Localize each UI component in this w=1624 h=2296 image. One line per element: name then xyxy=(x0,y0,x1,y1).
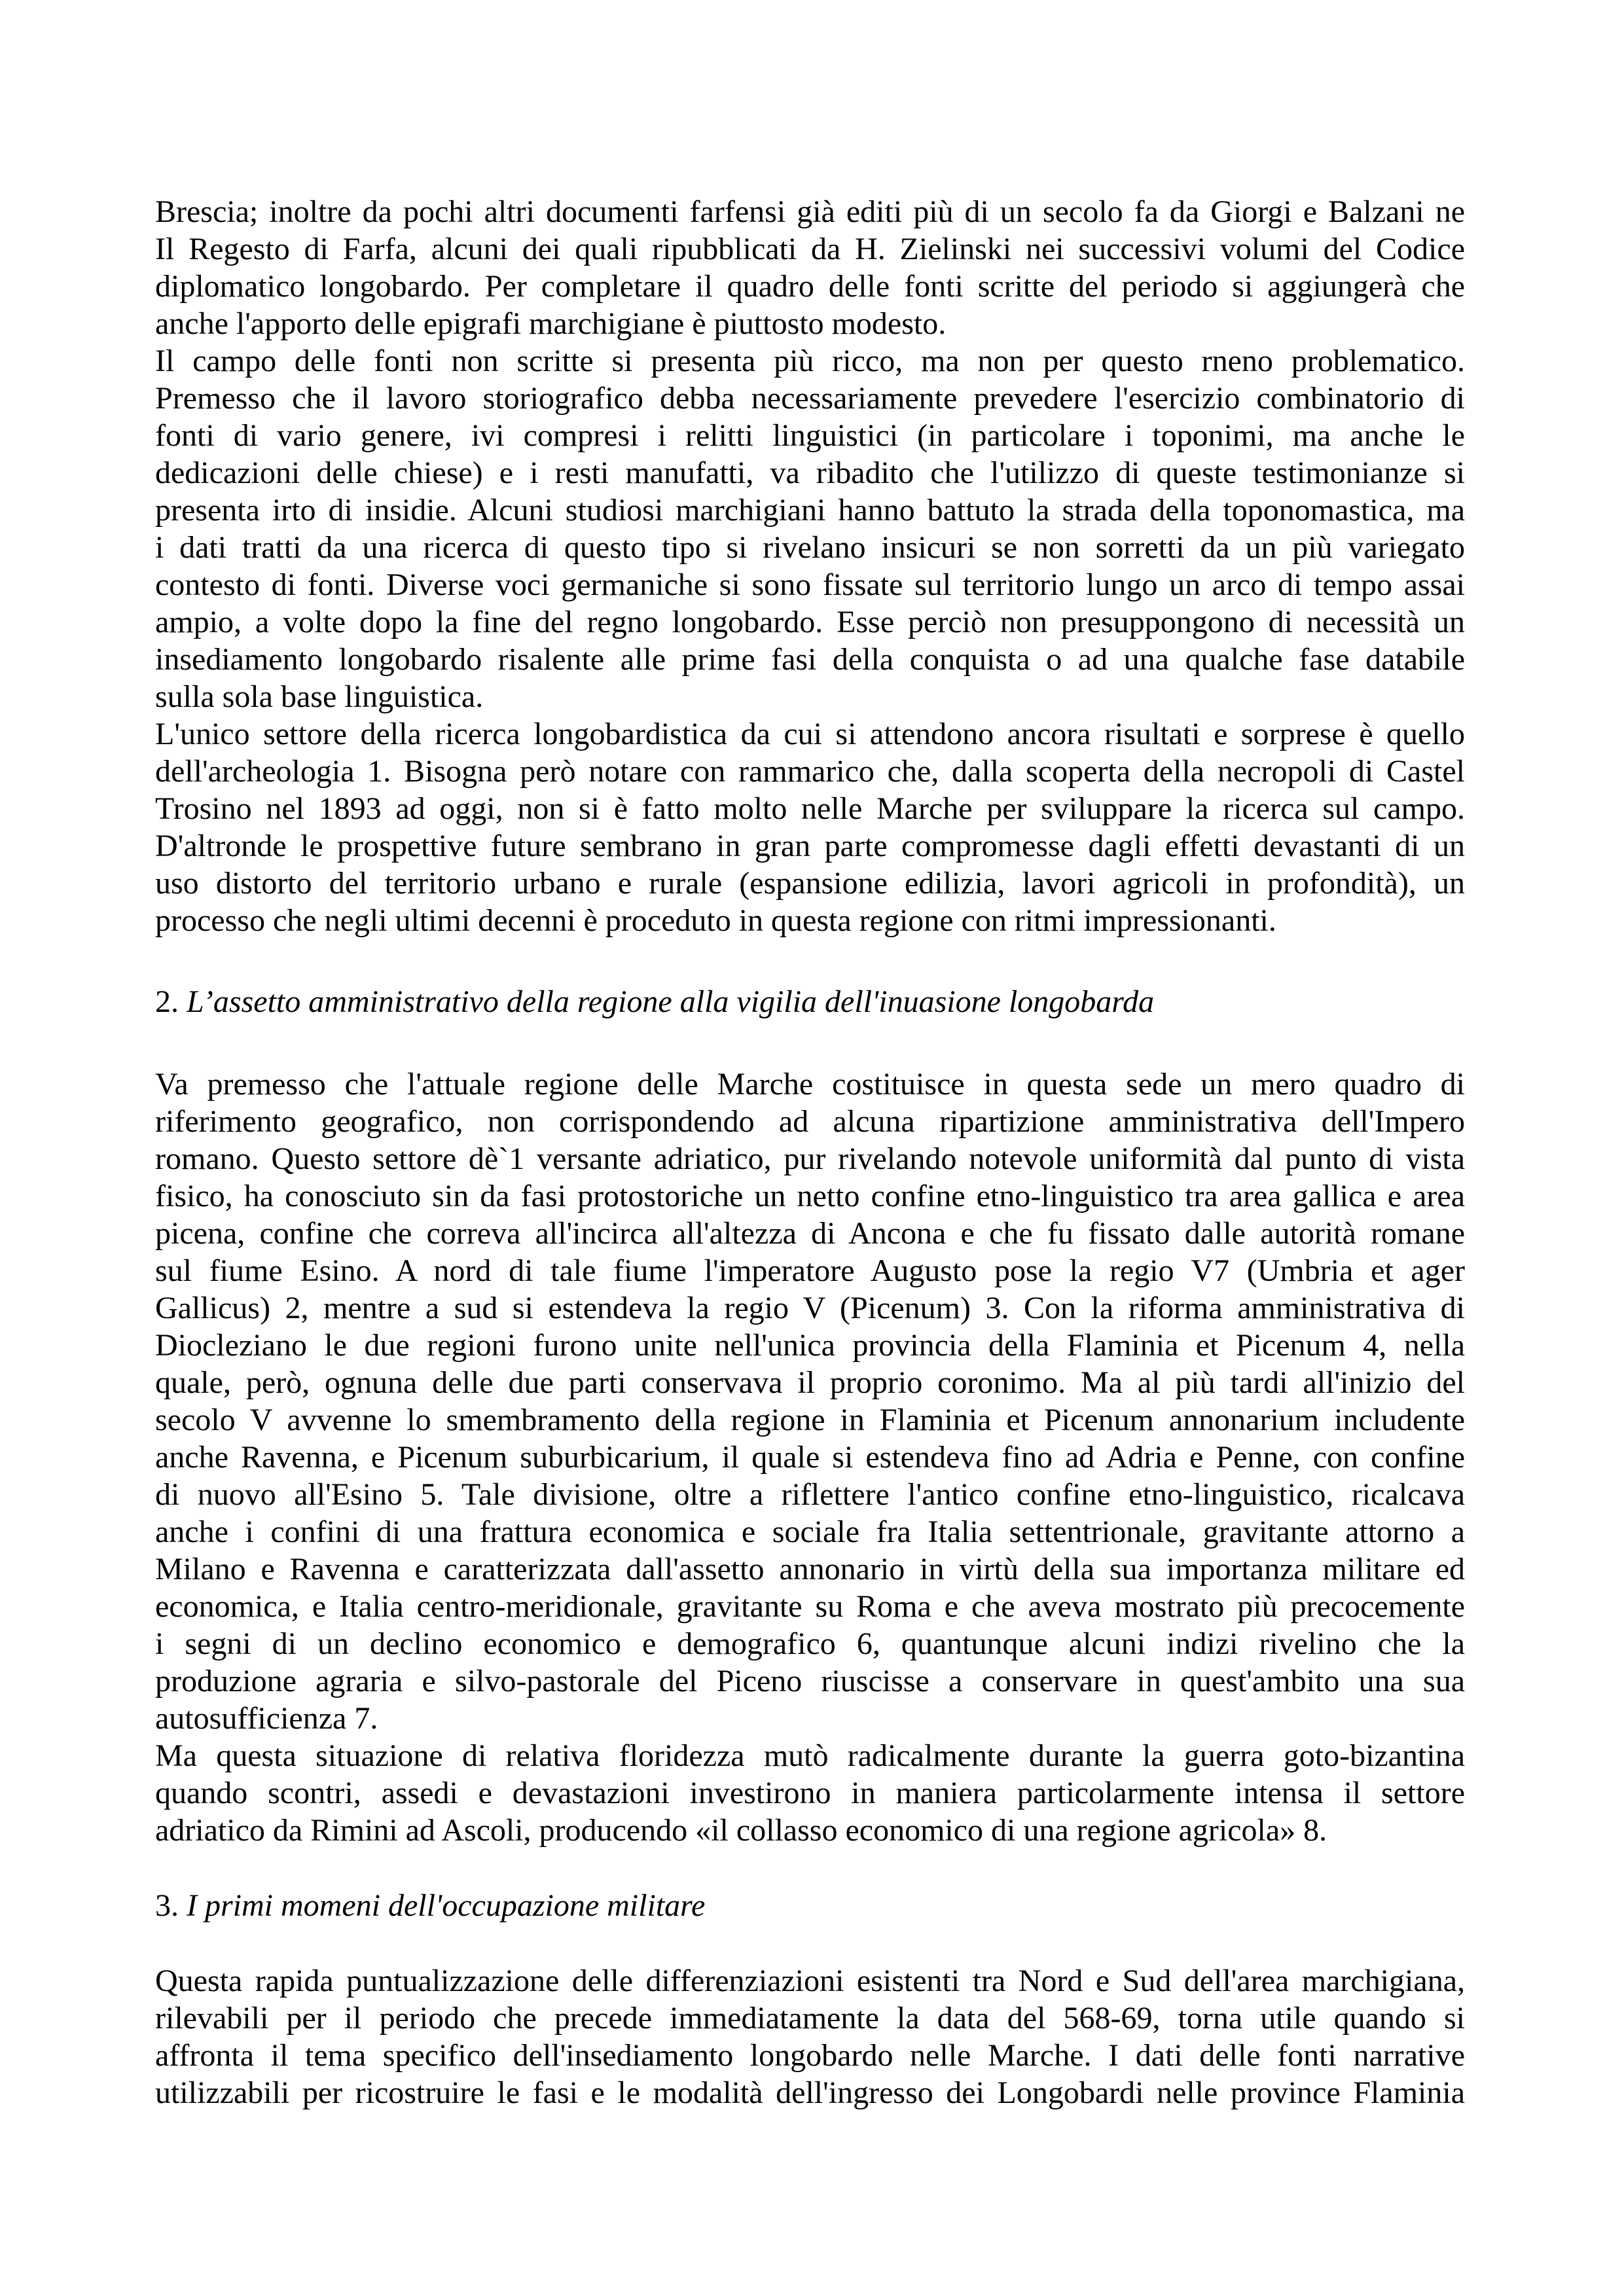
paragraph xyxy=(155,1962,1465,2111)
text-line: picena, confine che correva all'incirca all'altezza di Ancona e che fu fissato dalle autorità romane xyxy=(155,1216,1465,1251)
text-line: processo che negli ultimi decenni è proceduto in questa regione con ritmi impressionanti. xyxy=(155,903,1276,938)
text-line: presenta irto di insidie. Alcuni studiosi marchigiani hanno battuto la strada della toponomastica, ma xyxy=(155,493,1465,528)
text-line: dell'archeologia 1. Bisogna però notare con rammarico che, dalla scoperta della necropoli di Castel xyxy=(155,754,1465,789)
text-line: autosufficienza 7. xyxy=(155,1701,378,1736)
text-line: Premesso che il lavoro storiografico debba necessariamente prevedere l'esercizio combinatorio di xyxy=(155,381,1465,416)
text-line: riferimento geografico, non corrispondendo ad alcuna ripartizione amministrativa dell'Impero xyxy=(155,1104,1465,1139)
text-line: Gallicus) 2, mentre a sud si estendeva la regio V (Picenum) 3. Con la riforma amministrativa di xyxy=(155,1291,1465,1325)
text-line: secolo V avvenne lo smembramento della regione in Flaminia et Picenum annonarium includente xyxy=(155,1403,1465,1437)
text-line: Il campo delle fonti non scritte si presenta più ricco, ma non per questo rneno problematico. xyxy=(155,344,1465,378)
text-line: contesto di fonti. Diverse voci germaniche si sono fissate sul territorio lungo un arco di tempo assai xyxy=(155,567,1465,602)
text-line: Ma questa situazione di relativa floridezza mutò radicalmente durante la guerra goto-bizantina xyxy=(155,1738,1465,1773)
text-line: Brescia; inoltre da pochi altri documenti farfensi già editi più di un secolo fa da Giorgi e Balzani ne xyxy=(155,194,1465,229)
paragraph xyxy=(155,1737,1465,1849)
section-3-body xyxy=(155,1962,1465,2111)
text-line: adriatico da Rimini ad Ascoli, producendo «il collasso economico di una regione agricola» 8. xyxy=(155,1813,1327,1848)
text-line: Va premesso che l'attuale regione delle Marche costituisce in questa sede un mero quadro di xyxy=(155,1067,1465,1102)
text-line: rilevabili per il periodo che precede immediatamente la data del 568-69, torna utile quando si xyxy=(155,2001,1465,2036)
section-number: 3. xyxy=(155,1888,179,1923)
text-line: insediamento longobardo risalente alle prime fasi della conquista o ad una qualche fase databile xyxy=(155,642,1465,677)
section-title: L’assetto amministrativo della regione alla vigilia dell'inuasione longobarda xyxy=(187,984,1155,1019)
paragraph xyxy=(155,342,1465,715)
text-line: i dati tratti da una ricerca di questo tipo si rivelano insicuri se non sorretti da un più variegato xyxy=(155,530,1465,565)
section-2-heading xyxy=(155,983,1154,1020)
text-line: L'unico settore della ricerca longobardistica da cui si attendono ancora risultati e sorprese è quello xyxy=(155,717,1465,751)
text-line: i segni di un declino economico e demografico 6, quantunque alcuni indizi rivelino che la xyxy=(155,1626,1465,1661)
paragraph xyxy=(155,715,1465,939)
text-line: diplomatico longobardo. Per completare il quadro delle fonti scritte del periodo si aggiungerà che xyxy=(155,269,1465,304)
text-line: sulla sola base linguistica. xyxy=(155,679,484,714)
text-line: romano. Questo settore dè`1 versante adriatico, pur rivelando notevole uniformità dal punto di vista xyxy=(155,1141,1465,1176)
section-1-body xyxy=(155,193,1465,939)
text-line: anche l'apporto delle epigrafi marchigiane è piuttosto modesto. xyxy=(155,306,947,341)
text-line: quale, però, ognuna delle due parti conservava il proprio coronimo. Ma al più tardi all'inizio del xyxy=(155,1365,1465,1400)
section-title: I primi momeni dell'occupazione militare xyxy=(187,1888,706,1923)
section-2-body xyxy=(155,1066,1465,1849)
text-line: Trosino nel 1893 ad oggi, non si è fatto molto nelle Marche per sviluppare la ricerca sul campo. xyxy=(155,791,1465,826)
text-line: anche i confini di una frattura economica e sociale fra Italia settentrionale, gravitante attorno a xyxy=(155,1515,1465,1549)
paragraph xyxy=(155,1066,1465,1737)
text-line: fonti di vario genere, ivi compresi i relitti linguistici (in particolare i toponimi, ma anche le xyxy=(155,418,1465,453)
text-line: Questa rapida puntualizzazione delle differenziazioni esistenti tra Nord e Sud dell'area marchigiana, xyxy=(155,1964,1465,1998)
text-line: quando scontri, assedi e devastazioni investirono in maniera particolarmente intensa il settore xyxy=(155,1776,1465,1810)
text-line: anche Ravenna, e Picenum suburbicarium, il quale si estendeva fino ad Adria e Penne, con confine xyxy=(155,1440,1465,1475)
text-line: fisico, ha conosciuto sin da fasi protostoriche un netto confine etno-linguistico tra area gallica e area xyxy=(155,1179,1465,1213)
text-line: affronta il tema specifico dell'insediamento longobardo nelle Marche. I dati delle fonti narrative xyxy=(155,2038,1465,2073)
text-line: dedicazioni delle chiese) e i resti manufatti, va ribadito che l'utilizzo di queste testimonianze si xyxy=(155,456,1465,490)
text-line: ampio, a volte dopo la fine del regno longobardo. Esse perciò non presuppongono di necessità un xyxy=(155,605,1465,639)
text-line: uso distorto del territorio urbano e rurale (espansione edilizia, lavori agricoli in profondità), un xyxy=(155,866,1465,901)
text-line: Milano e Ravenna e caratterizzata dall'assetto annonario in virtù della sua importanza militare ed xyxy=(155,1552,1465,1587)
paragraph xyxy=(155,193,1465,342)
text-line: sul fiume Esino. A nord di tale fiume l'imperatore Augusto pose la regio V7 (Umbria et ager xyxy=(155,1253,1465,1288)
text-line: produzione agraria e silvo-pastorale del Piceno riuscisse a conservare in quest'ambito una sua xyxy=(155,1664,1465,1698)
text-line: Diocleziano le due regioni furono unite nell'unica provincia della Flaminia et Picenum 4, nella xyxy=(155,1328,1465,1363)
text-line: Il Regesto di Farfa, alcuni dei quali ripubblicati da H. Zielinski nei successivi volumi del Codice xyxy=(155,232,1465,266)
text-line: di nuovo all'Esino 5. Tale divisione, oltre a riflettere l'antico confine etno-linguistico, ricalcava xyxy=(155,1477,1465,1512)
section-3-heading xyxy=(155,1887,705,1924)
section-number: 2. xyxy=(155,984,179,1019)
text-line: utilizzabili per ricostruire le fasi e le modalità dell'ingresso dei Longobardi nelle province Flaminia xyxy=(155,2075,1465,2110)
text-line: D'altronde le prospettive future sembrano in gran parte compromesse dagli effetti devastanti di un xyxy=(155,829,1465,863)
text-line: economica, e Italia centro-meridionale, gravitante su Roma e che aveva mostrato più precocemente xyxy=(155,1589,1465,1624)
